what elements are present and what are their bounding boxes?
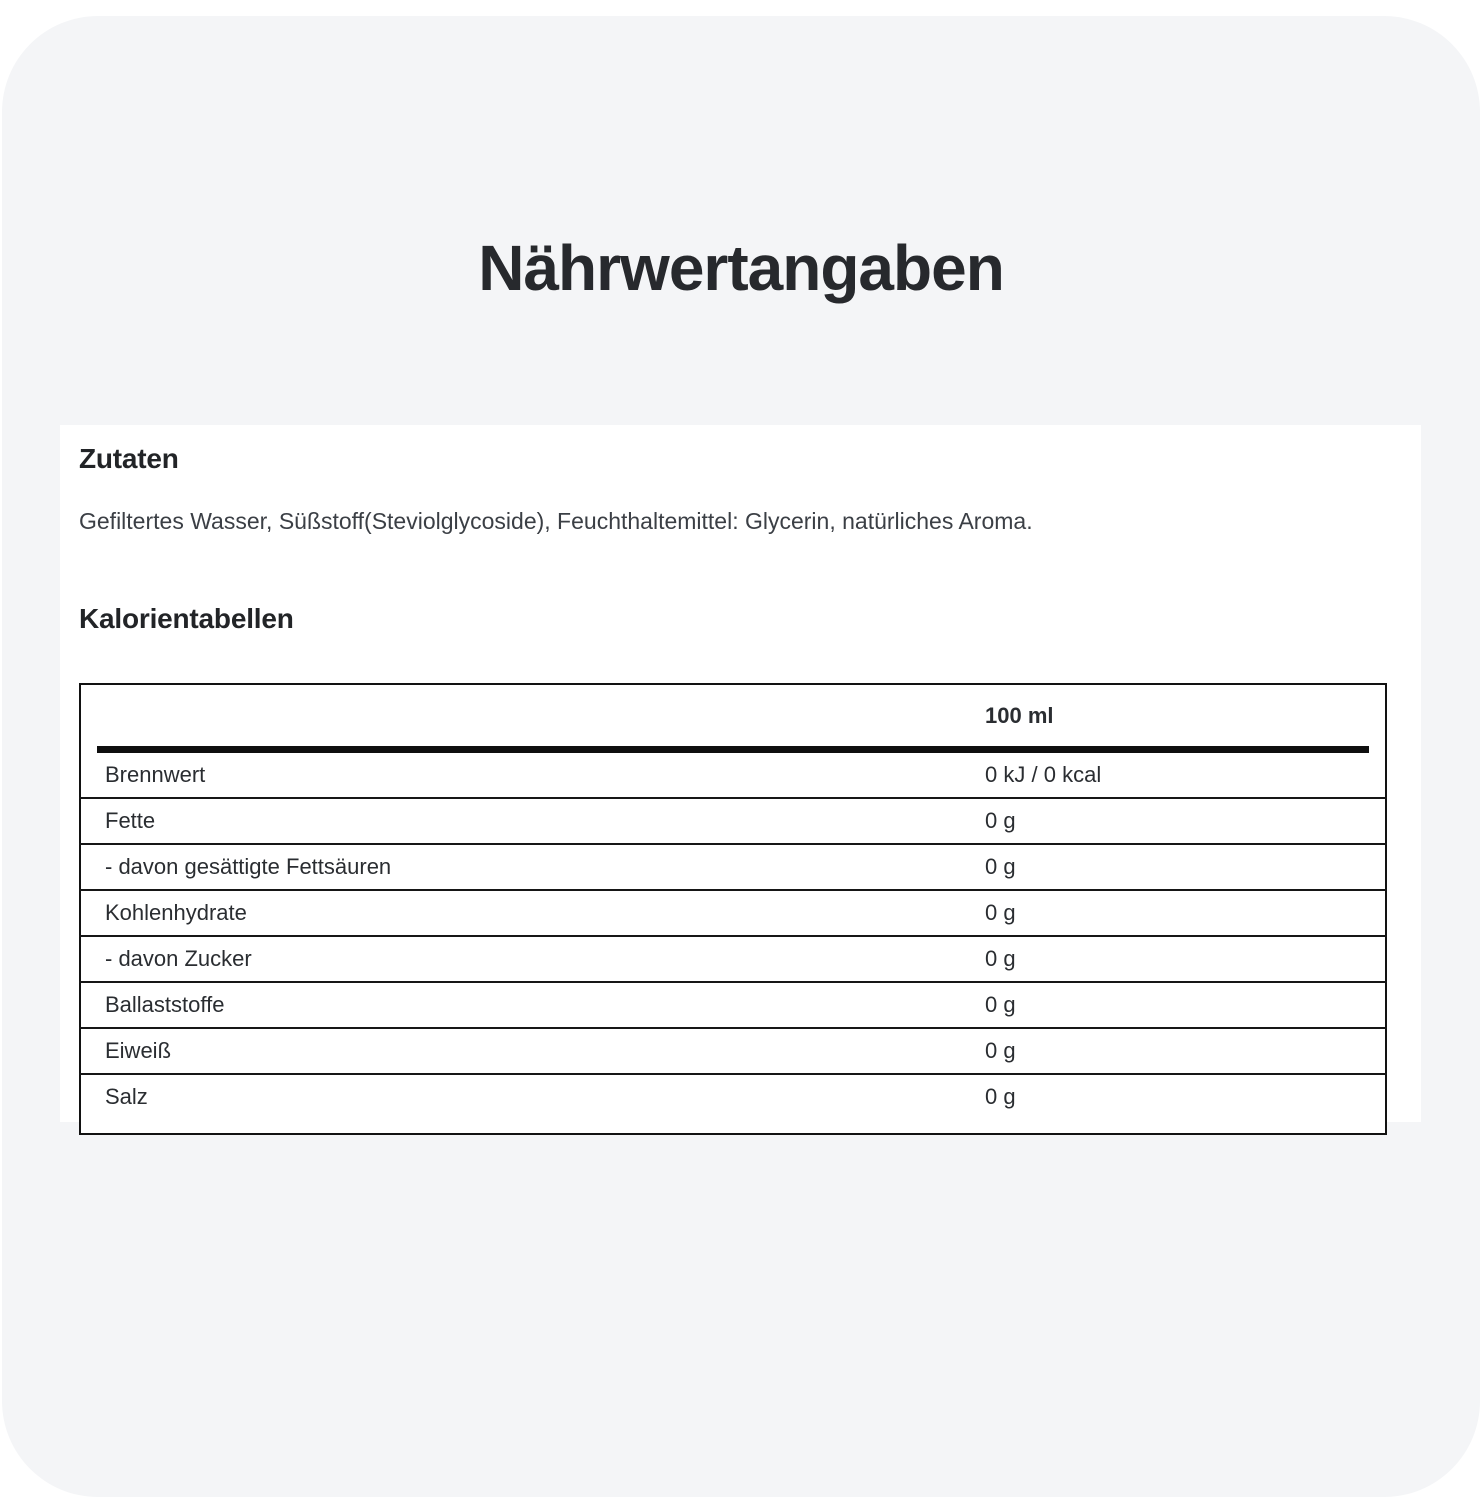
table-row bbox=[80, 890, 1386, 936]
ingredients-heading: Zutaten bbox=[79, 443, 179, 474]
row-label: Eiweiß bbox=[80, 1028, 985, 1074]
row-value: 0 g bbox=[985, 798, 1386, 844]
row-label: Fette bbox=[80, 798, 985, 844]
thick-divider-line bbox=[97, 746, 1369, 753]
thick-divider-cell bbox=[80, 746, 1386, 753]
row-value: 0 g bbox=[985, 982, 1386, 1028]
row-value: 0 g bbox=[985, 1074, 1386, 1134]
row-value: 0 kJ / 0 kcal bbox=[985, 762, 1102, 788]
nutrition-heading: Kalorientabellen bbox=[79, 603, 294, 635]
row-label: - davon Zucker bbox=[80, 936, 985, 982]
table-row bbox=[80, 753, 1386, 798]
table-row bbox=[80, 798, 1386, 844]
row-label: Salz bbox=[80, 1074, 985, 1134]
row-label: Kohlenhydrate bbox=[80, 890, 985, 936]
page-title: Nährwertangaben bbox=[478, 232, 1004, 304]
table-row bbox=[80, 844, 1386, 890]
row-value: 0 g bbox=[985, 890, 1386, 936]
row-value: 0 g bbox=[985, 936, 1386, 982]
nutrition-table bbox=[79, 683, 1387, 1135]
header-empty-cell bbox=[80, 684, 985, 746]
content-panel bbox=[60, 425, 1421, 1122]
row-label: Brennwert bbox=[105, 762, 206, 788]
table-row bbox=[80, 936, 1386, 982]
table-row bbox=[80, 982, 1386, 1028]
thick-divider-row bbox=[80, 746, 1386, 753]
row-value: 0 g bbox=[985, 844, 1386, 890]
row-value: 0 g bbox=[985, 1028, 1386, 1074]
table-row bbox=[80, 1028, 1386, 1074]
row-label: - davon gesättigte Fettsäuren bbox=[80, 844, 985, 890]
table-row bbox=[80, 1074, 1386, 1134]
table-header-row bbox=[80, 684, 1386, 746]
row-label: Ballaststoffe bbox=[80, 982, 985, 1028]
product-info-card bbox=[2, 16, 1480, 1497]
ingredients-text: Gefiltertes Wasser, Süßstoff(Steviolglycoside), Feuchthaltemittel: Glycerin, natürliches Aroma. bbox=[79, 508, 1033, 534]
column-header-100ml: 100 ml bbox=[985, 702, 1054, 728]
